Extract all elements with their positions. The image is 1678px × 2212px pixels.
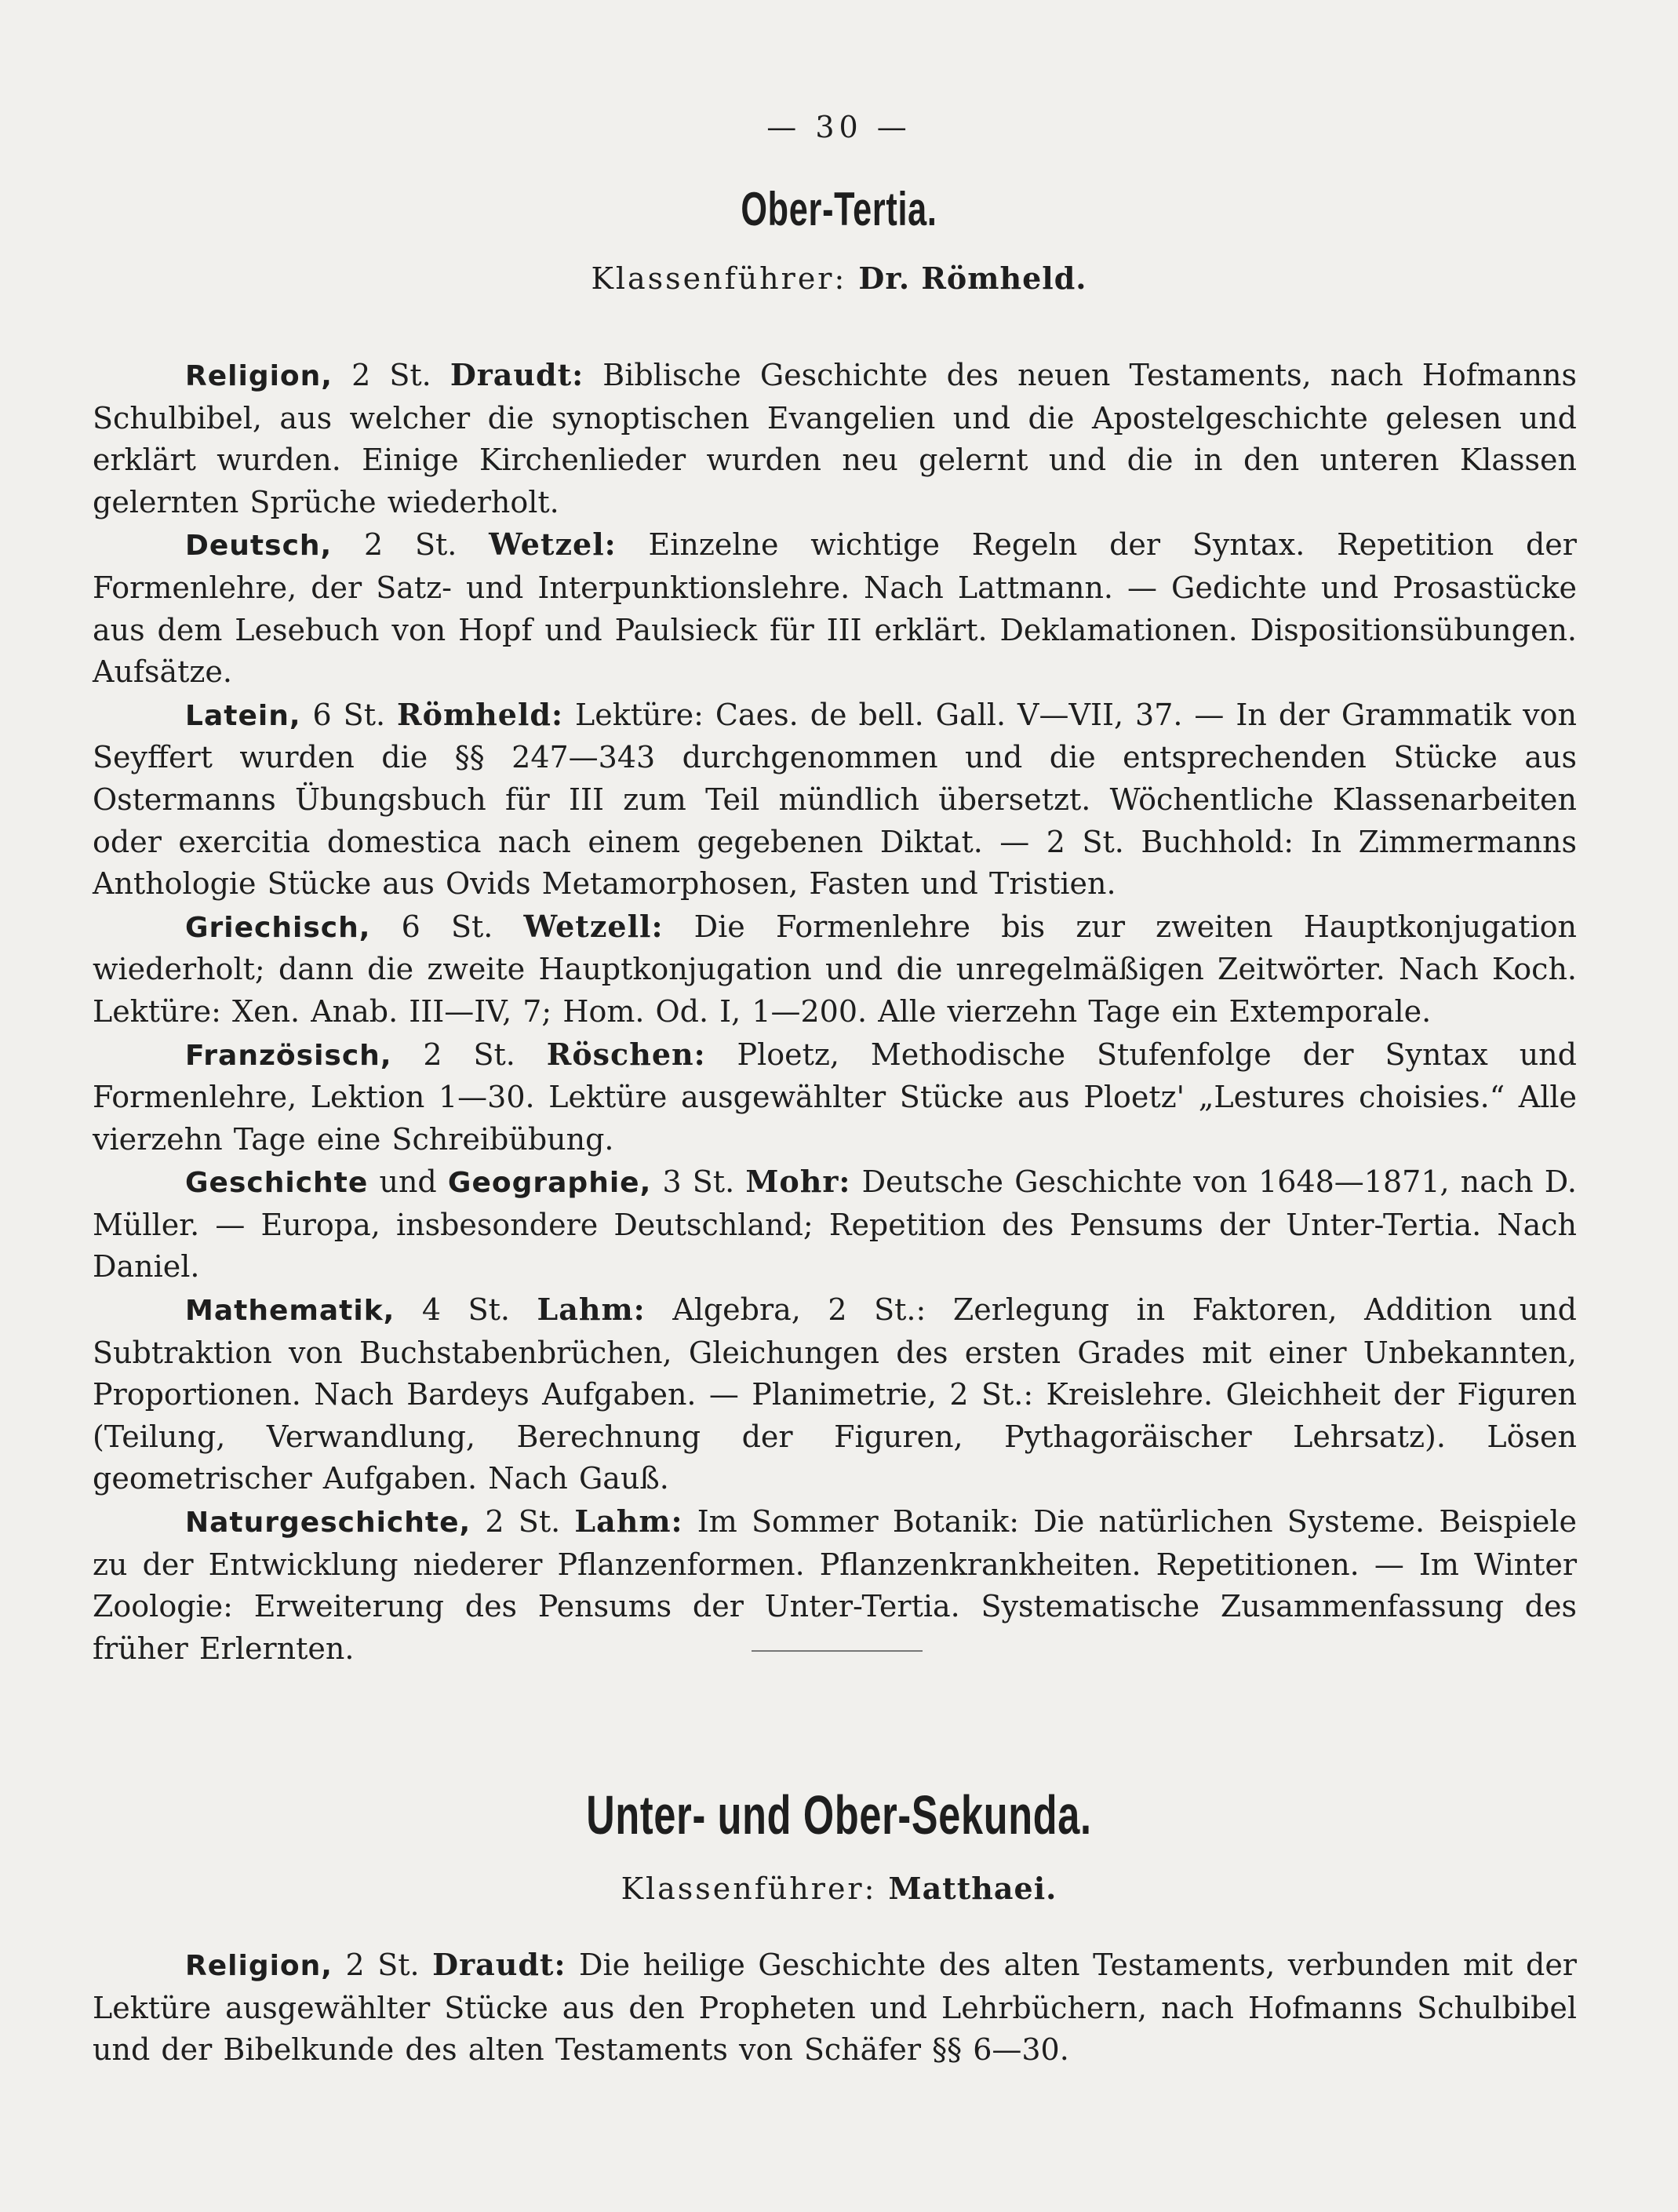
class-leader-name: Dr. Römheld. xyxy=(858,261,1087,296)
teacher: Wetzell: xyxy=(523,908,664,944)
entry-text: Die heilige Geschichte des alten Testaments, verbunden mit der Lektüre ausgewählter Stücke aus den Propheten und Lehrbüchern, nach Hofmanns Schulbibel und der Bibelkunde des alten Testaments von Schäfer §§ 6—30. xyxy=(93,1948,1577,2068)
ober-tertia-curriculum xyxy=(93,354,1577,1670)
sekunda-curriculum xyxy=(93,1944,1577,2072)
entry-deutsch xyxy=(93,523,1577,693)
teacher: Lahm: xyxy=(574,1503,683,1540)
teacher: Lahm: xyxy=(537,1292,646,1328)
entry-text: Einzelne wichtige Regeln der Syntax. Repetition der Formenlehre, der Satz- und Interpunktionslehre. Nach Lattmann. — Gedichte und Prosastücke aus dem Lesebuch von Hopf und Paulsieck für III erklärt. Deklamationen. Dispositionsübungen. Aufsätze. xyxy=(93,527,1577,690)
teacher: Draudt: xyxy=(432,1947,566,1982)
class-leader-label: Klassenführer: xyxy=(591,261,847,296)
subject-label: Religion, xyxy=(185,1950,333,1982)
hours: 6 St. xyxy=(312,697,386,732)
entry-text: Algebra, 2 St.: Zerlegung in Faktoren, Addition und Subtraktion von Buchstabenbrüchen, Gleichungen des ersten Grades mit einer Unbekannten, Proportionen. Nach Bardeys Aufgaben. — Planimetrie, 2 St.: Kreislehre. Gleichheit der Figuren (Teilung, Verwandlung, Berechnung der Figuren, Pythagoräischer Lehrsatz). Lösen geometrischer Aufgaben. Nach Gauß. xyxy=(93,1292,1577,1496)
section-title-sekunda: Unter- und Ober-Sekunda. xyxy=(586,1784,1092,1846)
teacher: Mohr: xyxy=(745,1164,851,1200)
teacher: Röschen: xyxy=(546,1036,706,1072)
hours: 3 St. xyxy=(662,1164,735,1200)
entry-text: Biblische Geschichte des neuen Testaments, nach Hofmanns Schulbibel, aus welcher die synoptischen Evangelien und die Apostelgeschichte gelesen und erklärt wurden. Einige Kirchenlieder wurden neu gelernt und die in den unteren Klassen gelernten Sprüche wiederholt. xyxy=(93,358,1577,519)
entry-mathematik xyxy=(93,1288,1577,1500)
entry-franzoesisch xyxy=(93,1033,1577,1161)
entry-text: Deutsche Geschichte von 1648—1871, nach D. Müller. — Europa, insbesondere Deutschland; Repetition des Pensums der Unter-Tertia. Nach Daniel. xyxy=(93,1164,1577,1285)
teacher: Wetzel: xyxy=(489,527,617,563)
entry-text: Die Formenlehre bis zur zweiten Hauptkonjugation wiederholt; dann die zweite Hauptkonjugation und die unregelmäßigen Zeitwörter. Nach Koch. Lektüre: Xen. Anab. III—IV, 7; Hom. Od. I, 1—200. Alle vierzehn Tage ein Extemporale. xyxy=(93,909,1577,1029)
teacher: Römheld: xyxy=(397,696,564,732)
entry-religion xyxy=(93,1944,1577,2072)
entry-text: Ploetz, Methodische Stufenfolge der Syntax und Formenlehre, Lektion 1—30. Lektüre ausgewählter Stücke aus Ploetz' „Lestures choisies.“ Alle vierzehn Tage eine Schreibübung. xyxy=(93,1037,1577,1157)
teacher: Draudt: xyxy=(450,357,584,392)
class-leader-ober-tertia xyxy=(0,261,1678,296)
entry-geschichte-geographie xyxy=(93,1161,1577,1288)
class-leader-label: Klassenführer: xyxy=(621,1871,877,1906)
subject-label: Latein, xyxy=(185,699,301,732)
subject-joiner: und xyxy=(379,1164,437,1200)
entry-latein xyxy=(93,694,1577,906)
hours: 2 St. xyxy=(364,527,457,563)
class-leader-sekunda xyxy=(0,1871,1678,1906)
entry-text: Im Sommer Botanik: Die natürlichen Systeme. Beispiele zu der Entwicklung niederer Pflanzenformen. Pflanzenkrankheiten. Repetitionen. — Im Winter Zoologie: Erweiterung des Pensums der Unter-Tertia. Systematische Zusammenfassung des früher Erlernten. xyxy=(93,1504,1577,1666)
subject-label: Französisch, xyxy=(185,1039,392,1072)
page-number: — 30 — xyxy=(766,110,912,144)
subject-label: Griechisch, xyxy=(185,911,371,944)
hours: 2 St. xyxy=(351,358,431,392)
entry-naturgeschichte xyxy=(93,1500,1577,1670)
entry-text: Lektüre: Caes. de bell. Gall. V—VII, 37. — In der Grammatik von Seyffert wurden die §§ 247—343 durchgenommen und die entsprechenden Stücke aus Ostermanns Übungsbuch für III zum Teil mündlich übersetzt. Wöchentliche Klassenarbeiten oder exercitia domestica nach einem gegebenen Diktat. — 2 St. Buchhold: In Zimmermanns Anthologie Stücke aus Ovids Metamorphosen, Fasten und Tristien. xyxy=(93,697,1577,902)
class-leader-name: Matthaei. xyxy=(888,1871,1057,1906)
hours: 2 St. xyxy=(345,1948,420,1982)
section-divider xyxy=(752,1650,923,1652)
hours: 2 St. xyxy=(485,1504,561,1540)
subject-label: Geschichte xyxy=(185,1167,369,1200)
entry-religion xyxy=(93,354,1577,523)
subject-label-2: Geographie, xyxy=(447,1167,652,1200)
subject-label: Religion, xyxy=(185,360,333,392)
subject-label: Deutsch, xyxy=(185,530,333,563)
entry-griechisch xyxy=(93,906,1577,1033)
subject-label: Mathematik, xyxy=(185,1295,395,1328)
hours: 6 St. xyxy=(401,909,493,944)
section-title-ober-tertia: Ober-Tertia. xyxy=(741,183,937,235)
subject-label: Naturgeschichte, xyxy=(185,1507,471,1540)
hours: 2 St. xyxy=(423,1037,515,1072)
hours: 4 St. xyxy=(421,1292,510,1328)
